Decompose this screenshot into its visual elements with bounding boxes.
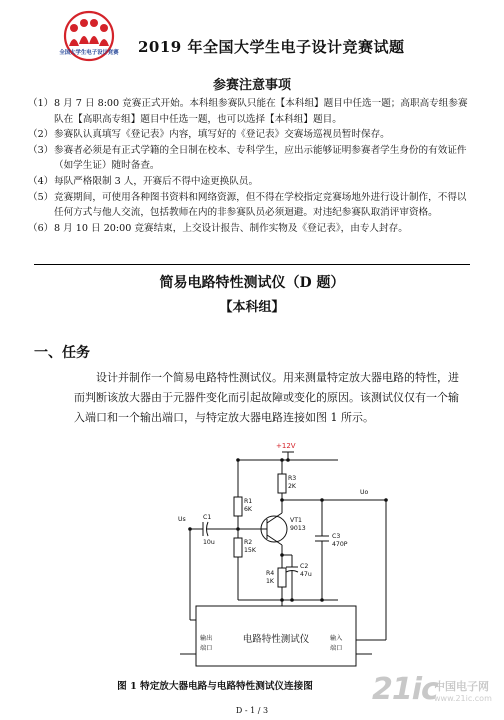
us-label: Us [178,516,186,523]
input-port-line1: 输入 [330,635,343,642]
notice-list [28,96,468,236]
resistor-r1 [234,497,242,516]
notice-number: （5） [28,191,54,203]
r4-label: R4 [266,570,275,577]
notice-text: 每队严格限制 3 人，开赛后不得中途更换队员。 [54,175,259,187]
c3-label: C3 [332,533,341,540]
section-divider [34,264,470,265]
logo-text: 全国大学生电子设计竞赛 [59,50,119,56]
c2-value: 47u [300,571,312,578]
transistor-label: VT1 [290,517,302,524]
notice-item [28,190,468,221]
output-port-line2: 端口 [200,645,213,652]
contest-logo [48,10,130,62]
problem-title: 简易电路特性测试仪（D 题） [159,275,345,291]
section-heading: 一、任务 [34,345,90,361]
watermark [372,672,500,718]
c3-value: 470P [332,541,348,548]
notice-item [28,221,468,237]
notice-number: （1） [28,98,54,109]
group-tag: 【本科组】 [219,300,285,315]
notice-title: 参赛注意事项 [212,78,291,93]
notice-item [28,96,468,127]
figure-caption: 图 1 特定放大器电路与电路特性测试仪连接图 [117,681,313,692]
r4-value: 1K [266,578,274,585]
notice-number: （2） [28,129,54,141]
page-header [0,0,504,72]
r2-label: R2 [244,539,253,546]
resistor-r3 [278,474,286,493]
page-number: D - 1 / 3 [235,706,269,715]
c1-label: C1 [203,514,212,521]
output-port-line1: 输出 [200,635,213,642]
notice-number: （6） [28,222,54,234]
input-port-line2: 端口 [330,645,343,652]
resistor-r4 [278,568,286,587]
watermark-brand: 21ic [372,672,438,707]
task-paragraph: 设计并制作一个简易电路特性测试仪。用来测量特定放大器电路的特性，进而判断该放大器由于元器件变化而引起故障或变化的原因。该测试仪仅有一个输入端口和一个输出端口，与特定放大器电路连接如图 1 所示。 [74,371,459,424]
notice-text: 竞赛期间，可使用各种图书资料和网络资源，但不得在学校指定竞赛场地外进行设计制作，不得以任何方式与他人交流，包括教师在内的非参赛队员必须迴避。对违纪参赛队取消评审资格。 [54,191,467,219]
r1-value: 6K [244,506,252,513]
r2-value: 15K [244,547,256,554]
notice-item [28,174,468,190]
notice-text: 8 月 7 日 8:00 竞赛正式开始。本科组参赛队只能在【本科组】题目中任选一题；高职高专组参赛队在【高职高专组】题目中任选一题，也可以选择【本科组】题目。 [54,98,468,125]
watermark-url: www.21ic.com [434,694,492,703]
r3-value: 2K [288,483,296,490]
r3-label: R3 [288,475,297,482]
watermark-cn: 中国电子网 [434,680,489,693]
notice-text: 参赛者必须是有正式学籍的全日制在校本、专科学生，应出示能够证明参赛者学生身份的有效证件（如学生证）随时备查。 [54,144,467,172]
notice-item [28,143,468,174]
r1-label: R1 [244,498,253,505]
notice-number: （3） [28,144,54,156]
notice-number: （4） [28,175,54,187]
tester-label: 电路特性测试仪 [242,634,310,645]
notice-text: 8 月 10 日 20:00 竞赛结束，上交设计报告、制作实物及《登记表》，由专人封存。 [54,222,408,234]
uo-label: Uo [360,489,369,496]
transistor-value: 9013 [290,525,306,532]
notice-text: 参赛队认真填写《登记表》内容，填写好的《登记表》交赛场巡视员暂时保存。 [54,129,390,141]
notice-item [28,127,468,143]
vcc-label: +12V [276,442,296,450]
c2-label: C2 [300,563,309,570]
resistor-r2 [234,538,242,557]
c1-value: 10u [203,539,215,546]
document-title: 2019 年全国大学生电子设计竞赛试题 [138,38,405,56]
circuit-diagram [0,430,504,676]
